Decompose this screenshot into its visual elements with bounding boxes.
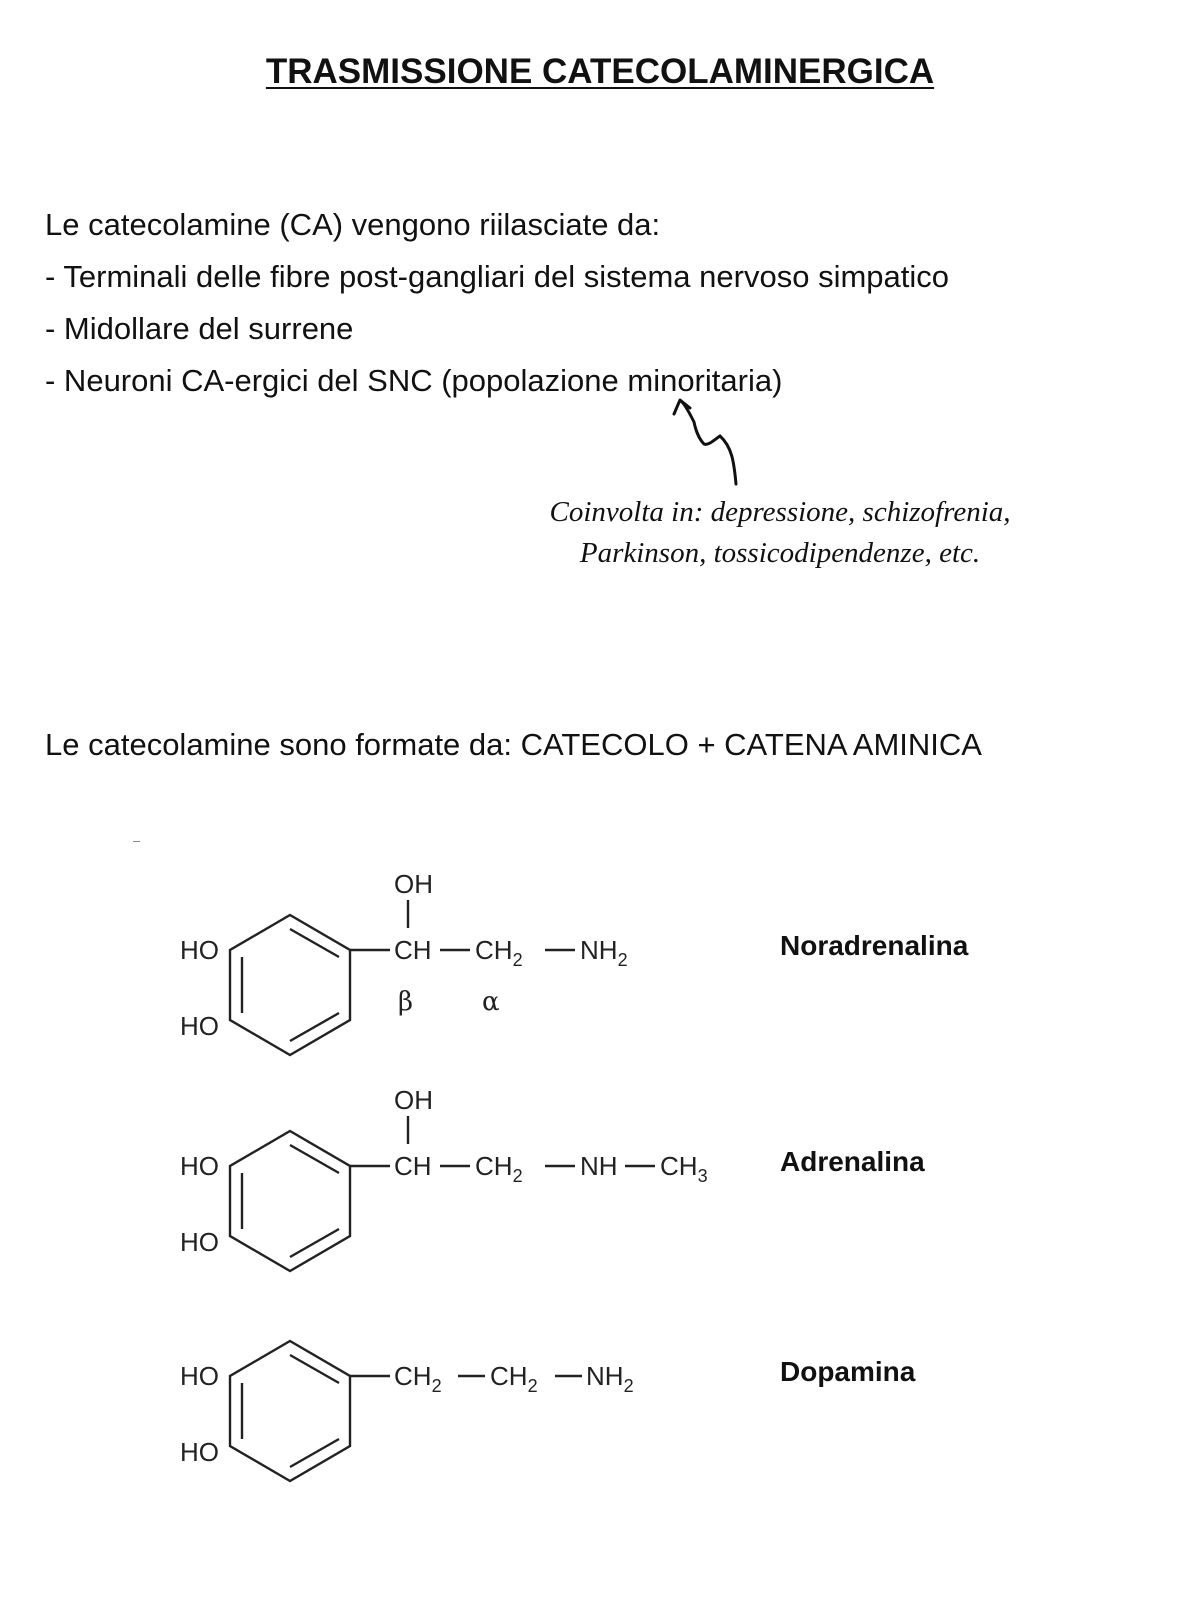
intro-lead: Le catecolamine (CA) vengono riilasciate da: xyxy=(45,207,661,242)
stray-mark xyxy=(133,841,140,842)
beta-label: β xyxy=(398,987,414,1017)
curved-arrow-icon xyxy=(668,392,748,492)
chain-ch3: $CH_3$ xyxy=(660,1151,708,1186)
chain-nh2: $NH_2$ xyxy=(580,935,628,970)
alpha-label: α xyxy=(482,987,500,1017)
adrenalina-structure xyxy=(0,1076,740,1276)
note-line-1: Coinvolta in: depressione, schizofrenia, xyxy=(549,496,1011,528)
chain-nh2: $NH_2$ xyxy=(586,1361,634,1396)
note-line-2: Parkinson, tossicodipendenze, etc. xyxy=(579,537,981,569)
noradrenalina-structure xyxy=(0,860,740,1060)
ho-label: HO xyxy=(180,1011,219,1041)
chain-ch2: $CH_2$ xyxy=(394,1361,442,1396)
page-title: TRASMISSIONE CATECOLAMINERGICA xyxy=(265,52,935,91)
chain-nh: NH xyxy=(580,1151,618,1181)
list-item: - Midollare del surrene xyxy=(45,311,354,346)
molecule-name-dopamina: Dopamina xyxy=(780,1356,916,1387)
oh-label: OH xyxy=(394,869,433,899)
ho-label: HO xyxy=(180,1227,219,1257)
list-item: - Terminali delle fibre post-gangliari del sistema nervoso simpatico xyxy=(45,259,949,294)
chain-ch2: $CH_2$ xyxy=(490,1361,538,1396)
chain-ch: CH xyxy=(394,935,432,965)
ho-label: HO xyxy=(180,1151,219,1181)
chain-ch2: $CH_2$ xyxy=(475,1151,523,1186)
list-item: - Neuroni CA-ergici del SNC (popolazione minoritaria) xyxy=(45,363,783,398)
ho-label: HO xyxy=(180,935,219,965)
ho-label: HO xyxy=(180,1361,219,1391)
note-annotation xyxy=(460,492,1100,574)
molecule-name-noradrenalina: Noradrenalina xyxy=(780,930,969,961)
oh-label: OH xyxy=(394,1085,433,1115)
composition-text: Le catecolamine sono formate da: CATECOLO + CATENA AMINICA xyxy=(45,727,982,762)
chain-ch: CH xyxy=(394,1151,432,1181)
dopamina-structure xyxy=(0,1286,740,1486)
molecule-name-adrenalina: Adrenalina xyxy=(780,1146,925,1177)
chain-ch2: $CH_2$ xyxy=(475,935,523,970)
ho-label: HO xyxy=(180,1437,219,1467)
